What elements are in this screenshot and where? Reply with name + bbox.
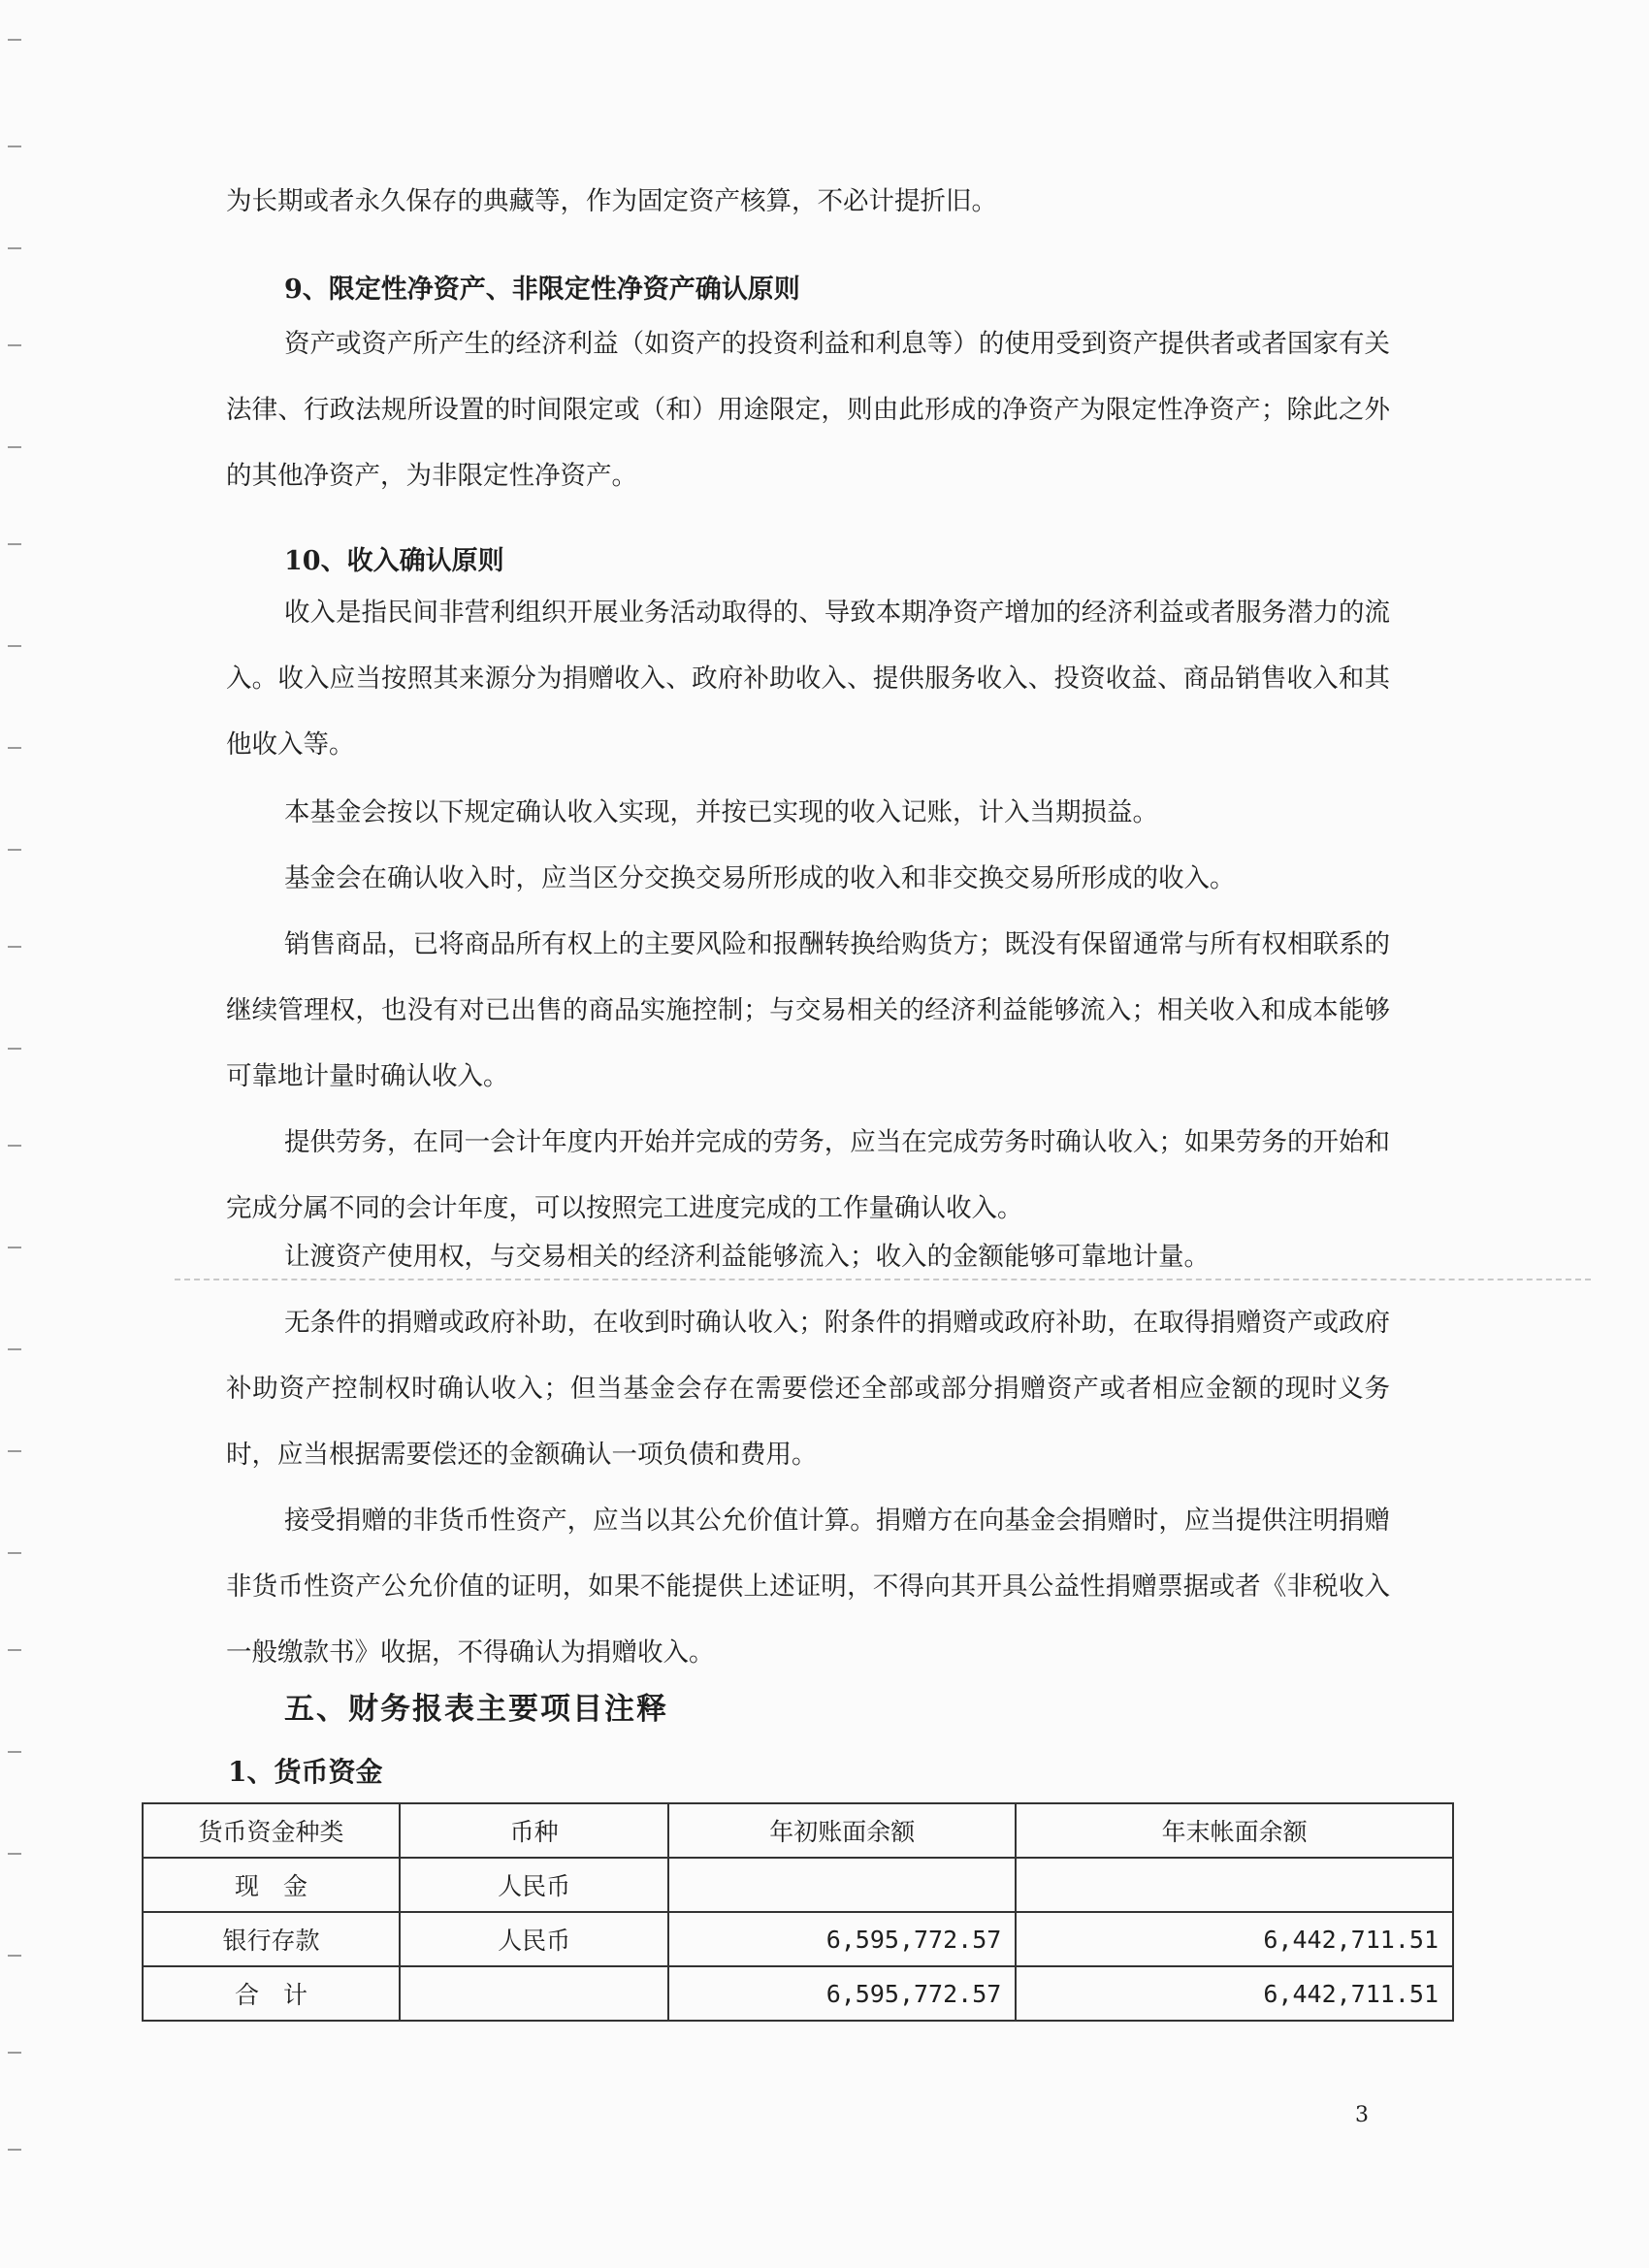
paragraph-9 (226, 311, 1390, 509)
cell-type: 现 金 (143, 1858, 400, 1912)
table-header-row (143, 1803, 1453, 1858)
heading-9: 9、限定性净资产、非限定性净资产确认原则 (284, 275, 800, 305)
paragraph-10b (226, 780, 1390, 846)
cell-begin-balance: 6,595,772.57 (668, 1912, 1016, 1966)
table-row (143, 1858, 1453, 1912)
paragraph-10e-text: 提供劳务，在同一会计年度内开始并完成的劳务，应当在完成劳务时确认收入；如果劳务的开始和完成分属不同的会计年度，可以按照完工进度完成的工作量确认收入。 (226, 1127, 1390, 1223)
intro-paragraph: 为长期或者永久保存的典藏等，作为固定资产核算，不必计提折旧。 (226, 186, 997, 216)
header-end-balance: 年末帐面余额 (1016, 1803, 1453, 1858)
paragraph-10h (226, 1488, 1390, 1686)
cell-currency (400, 1966, 668, 2021)
cell-currency: 人民币 (400, 1912, 668, 1966)
table-row-total (143, 1966, 1453, 2021)
cell-type: 银行存款 (143, 1912, 400, 1966)
cell-type: 合 计 (143, 1966, 400, 2021)
page-number: 3 (1355, 2103, 1369, 2127)
paragraph-10e (226, 1110, 1390, 1242)
paragraph-10g-text: 无条件的捐赠或政府补助，在收到时确认收入；附条件的捐赠或政府补助，在取得捐赠资产或政府补助资产控制权时确认收入；但当基金会存在需要偿还全部或部分捐赠资产或者相应金额的现时义务时，应当根据需要偿还的金额确认一项负债和费用。 (226, 1308, 1390, 1470)
paragraph-10f-text: 让渡资产使用权，与交易相关的经济利益能够流入；收入的金额能够可靠地计量。 (284, 1242, 1210, 1272)
paragraph-10a-text: 收入是指民间非营利组织开展业务活动取得的、导致本期净资产增加的经济利益或者服务潜力的流入。收入应当按照其来源分为捐赠收入、政府补助收入、提供服务收入、投资收益、商品销售收入和其他收入等。 (226, 598, 1390, 760)
table-row (143, 1912, 1453, 1966)
cell-currency: 人民币 (400, 1858, 668, 1912)
heading-10: 10、收入确认原则 (284, 546, 504, 576)
paragraph-10h-text: 接受捐赠的非货币性资产，应当以其公允价值计算。捐赠方在向基金会捐赠时，应当提供注明捐赠非货币性资产公允价值的证明，如果不能提供上述证明，不得向其开具公益性捐赠票据或者《非税收入一般缴款书》收据，不得确认为捐赠收入。 (226, 1506, 1390, 1668)
cell-begin-balance (668, 1858, 1016, 1912)
cell-end-balance: 6,442,711.51 (1016, 1966, 1453, 2021)
paragraph-10f (226, 1224, 1390, 1290)
cell-end-balance: 6,442,711.51 (1016, 1912, 1453, 1966)
scan-edge-marks (0, 0, 39, 2268)
paragraph-10d-text: 销售商品，已将商品所有权上的主要风险和报酬转换给购货方；既没有保留通常与所有权相联系的继续管理权，也没有对已出售的商品实施控制；与交易相关的经济利益能够流入；相关收入和成本能够可靠地计量时确认收入。 (226, 929, 1390, 1091)
paragraph-10a (226, 580, 1390, 778)
cell-begin-balance: 6,595,772.57 (668, 1966, 1016, 2021)
header-begin-balance: 年初账面余额 (668, 1803, 1016, 1858)
cell-end-balance (1016, 1858, 1453, 1912)
paragraph-10c (226, 846, 1390, 912)
paragraph-10g (226, 1290, 1390, 1488)
paragraph-9-text: 资产或资产所产生的经济利益（如资产的投资利益和利息等）的使用受到资产提供者或者国家有关法律、行政法规所设置的时间限定或（和）用途限定，则由此形成的净资产为限定性净资产；除此之外的其他净资产，为非限定性净资产。 (226, 329, 1390, 491)
paragraph-10b-text: 本基金会按以下规定确认收入实现，并按已实现的收入记账，计入当期损益。 (284, 797, 1158, 827)
paragraph-10c-text: 基金会在确认收入时，应当区分交换交易所形成的收入和非交换交易所形成的收入。 (284, 863, 1236, 893)
section-5-title: 五、财务报表主要项目注释 (284, 1692, 668, 1727)
sub-1-title: 1、货币资金 (228, 1756, 383, 1788)
cash-table (142, 1802, 1454, 2022)
header-currency: 币种 (400, 1803, 668, 1858)
paragraph-10d (226, 912, 1390, 1110)
header-type: 货币资金种类 (143, 1803, 400, 1858)
